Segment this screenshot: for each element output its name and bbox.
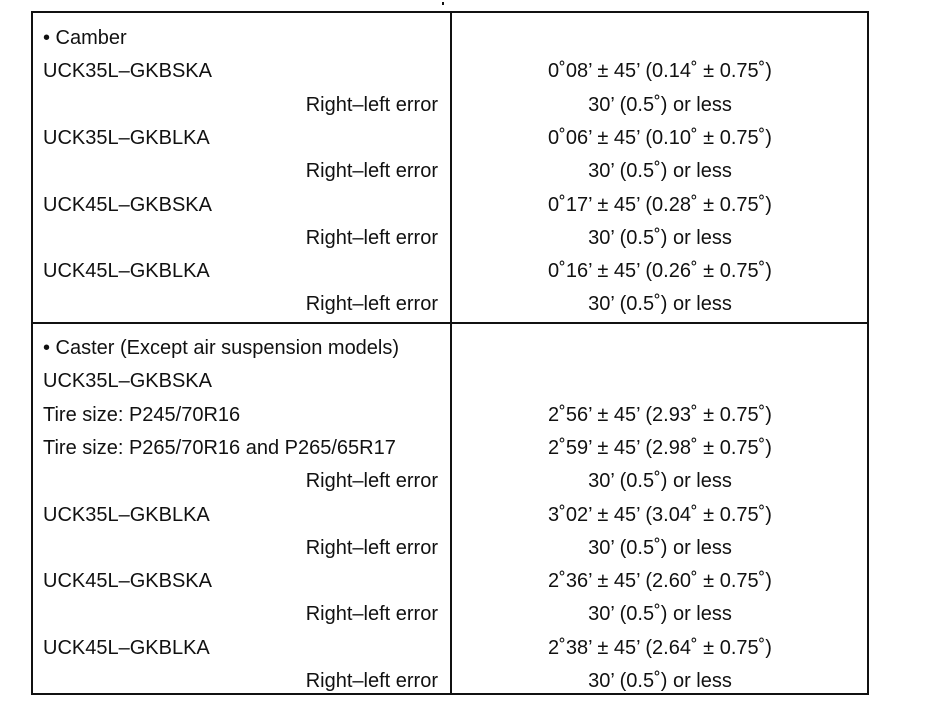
model-label: UCK35L–GKBSKA [43,370,212,393]
spec-value: 0˚17’ ± 45’ (0.28˚ ± 0.75˚) [548,193,772,216]
error-label: Right–left error [305,160,438,183]
model-label: UCK35L–GKBLKA [43,503,210,526]
section-heading: • Camber [43,27,127,49]
spec-value: 0˚06’ ± 45’ (0.10˚ ± 0.75˚) [548,126,772,149]
model-label: UCK35L–GKBLKA [43,126,210,149]
spec-value: 2˚59’ ± 45’ (2.98˚ ± 0.75˚) [548,436,772,459]
spec-value: 30’ (0.5˚) or less [588,670,732,692]
model-label: Tire size: P265/70R16 and P265/65R17 [43,436,396,459]
spec-value: 30’ (0.5˚) or less [588,293,732,316]
model-label: Tire size: P245/70R16 [43,403,241,426]
spec-value: 2˚38’ ± 45’ (2.64˚ ± 0.75˚) [548,636,772,659]
spec-value: 30’ (0.5˚) or less [588,536,732,559]
section-heading: • Caster (Except air suspension models) [43,337,400,359]
spec-value: 30’ (0.5˚) or less [588,160,732,183]
spec-value: 0˚08’ ± 45’ (0.14˚ ± 0.75˚) [548,60,772,83]
spec-value: 30’ (0.5˚) or less [588,226,732,249]
alignment-spec-table [31,11,869,695]
spec-value: 2˚56’ ± 45’ (2.93˚ ± 0.75˚) [548,403,772,426]
model-label: UCK45L–GKBLKA [43,260,210,283]
error-label: Right–left error [305,670,438,692]
model-label: UCK45L–GKBSKA [43,193,212,216]
error-label: Right–left error [305,93,438,116]
error-label: Right–left error [305,603,438,626]
spec-value: 3˚02’ ± 45’ (3.04˚ ± 0.75˚) [548,503,772,526]
model-label: UCK45L–GKBLKA [43,636,210,659]
error-label: Right–left error [305,536,438,559]
spec-value [453,364,867,398]
table-top-tick [442,2,444,5]
model-label: UCK35L–GKBSKA [43,60,212,83]
spec-value: 30’ (0.5˚) or less [588,603,732,626]
error-label: Right–left error [305,293,438,316]
spec-value: 2˚36’ ± 45’ (2.60˚ ± 0.75˚) [548,570,772,593]
column-divider [450,13,452,693]
error-label: Right–left error [305,470,438,493]
section-divider [33,322,867,324]
spec-value: 0˚16’ ± 45’ (0.26˚ ± 0.75˚) [548,260,772,283]
error-label: Right–left error [305,226,438,249]
spec-value: 30’ (0.5˚) or less [588,93,732,116]
spec-value: 30’ (0.5˚) or less [588,470,732,493]
model-label: UCK45L–GKBSKA [43,570,212,593]
